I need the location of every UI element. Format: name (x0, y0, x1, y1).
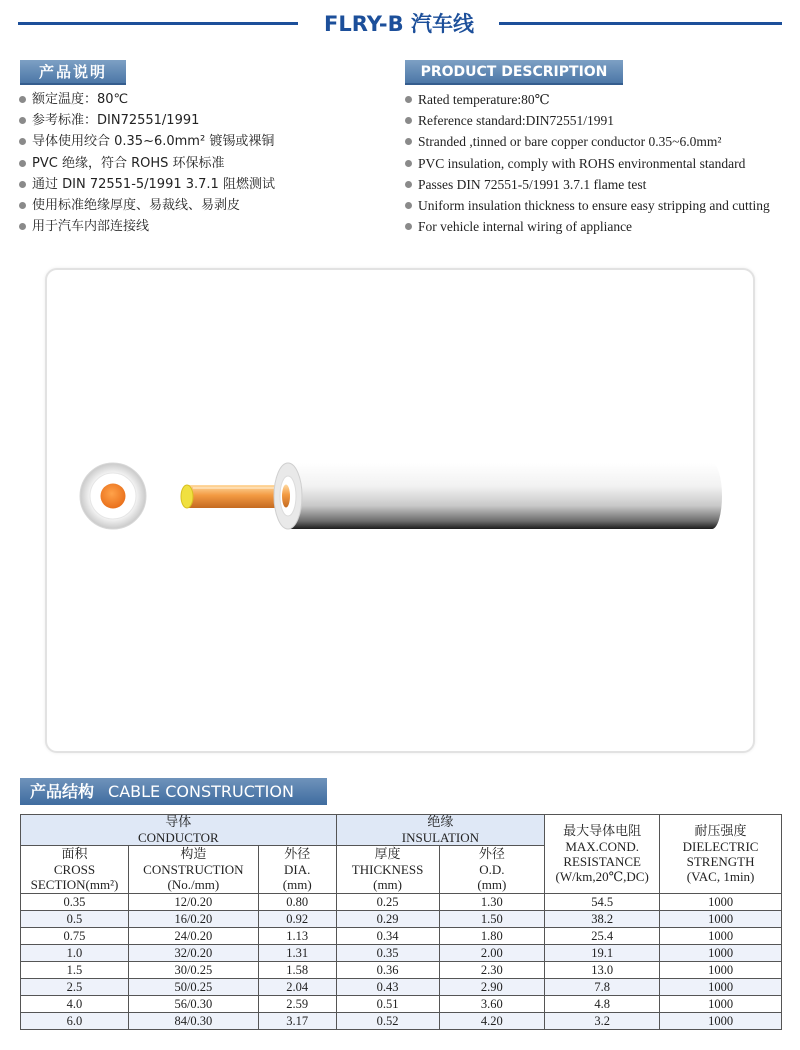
list-item: 额定温度：80℃ (18, 89, 275, 110)
table-cell: 0.80 (258, 894, 336, 911)
group-header-insulation: 绝缘 INSULATION (336, 815, 545, 846)
column-header-cross-section: 面积 CROSS SECTION(mm²) (21, 846, 129, 894)
table-cell: 12/0.20 (128, 894, 258, 911)
column-header-outer-diameter: 外径 O.D. (mm) (439, 846, 545, 894)
table-cell: 13.0 (545, 962, 660, 979)
list-item: 用于汽车内部连接线 (18, 216, 275, 237)
table-cell: 50/0.25 (128, 979, 258, 996)
table-cell: 0.36 (336, 962, 439, 979)
bullet-dot-icon (19, 138, 26, 145)
bullet-dot-icon (19, 202, 26, 209)
bullet-dot-icon (19, 181, 26, 188)
table-cell: 1.80 (439, 928, 545, 945)
table-cell: 2.30 (439, 962, 545, 979)
cable-jacket (274, 463, 722, 529)
table-cell: 4.8 (545, 996, 660, 1013)
table-cell: 3.2 (545, 1013, 660, 1030)
table-cell: 2.5 (21, 979, 129, 996)
bullet-dot-icon (19, 96, 26, 103)
table-cell: 0.35 (336, 945, 439, 962)
table-cell: 30/0.25 (128, 962, 258, 979)
page-title-bar (18, 8, 782, 36)
table-row (21, 928, 782, 945)
table-cell: 1000 (660, 979, 782, 996)
copper-conductor (181, 485, 287, 508)
table-cell: 1000 (660, 996, 782, 1013)
bullet-dot-icon (405, 202, 412, 209)
table-cell: 1.50 (439, 911, 545, 928)
table-cell: 1.30 (439, 894, 545, 911)
page-title: FLRY-B 汽车线 (324, 12, 474, 36)
table-cell: 2.90 (439, 979, 545, 996)
list-item: Reference standard:DIN72551/1991 (404, 110, 770, 131)
table-cell: 38.2 (545, 911, 660, 928)
table-cell: 1.5 (21, 962, 129, 979)
construction-header-cn: 产品结构 (30, 782, 95, 801)
table-cell: 2.04 (258, 979, 336, 996)
table-cell: 2.59 (258, 996, 336, 1013)
table-cell: 24/0.20 (128, 928, 258, 945)
bullet-dot-icon (405, 181, 412, 188)
table-row (21, 1013, 782, 1030)
column-header-construction: 构造 CONSTRUCTION (No./mm) (128, 846, 258, 894)
list-item: Stranded ,tinned or bare copper conductor 0.35~6.0mm² (404, 131, 770, 152)
bullet-dot-icon (19, 223, 26, 230)
cable-cross-section (80, 463, 146, 529)
table-cell: 54.5 (545, 894, 660, 911)
table-cell: 0.29 (336, 911, 439, 928)
cable-construction-table (20, 814, 782, 1030)
table-cell: 1.58 (258, 962, 336, 979)
table-cell: 56/0.30 (128, 996, 258, 1013)
bullet-dot-icon (405, 117, 412, 124)
table-cell: 1000 (660, 894, 782, 911)
table-cell: 19.1 (545, 945, 660, 962)
table-cell: 0.92 (258, 911, 336, 928)
list-item: PVC 绝缘，符合 ROHS 环保标准 (18, 153, 275, 174)
table-cell: 84/0.30 (128, 1013, 258, 1030)
title-rule-right (499, 22, 782, 25)
table-cell: 0.43 (336, 979, 439, 996)
table-cell: 0.5 (21, 911, 129, 928)
table-cell: 1000 (660, 962, 782, 979)
construction-header-en: CABLE CONSTRUCTION (108, 782, 294, 801)
cable-image-panel (45, 268, 755, 753)
table-cell: 6.0 (21, 1013, 129, 1030)
table-cell: 32/0.20 (128, 945, 258, 962)
title-rule-left (18, 22, 298, 25)
conductor-core (101, 484, 126, 509)
cable-illustration (47, 270, 753, 751)
table-cell: 1.0 (21, 945, 129, 962)
table-cell: 1000 (660, 945, 782, 962)
table-cell: 4.20 (439, 1013, 545, 1030)
table-cell: 1000 (660, 1013, 782, 1030)
column-header-thickness: 厚度 THICKNESS (mm) (336, 846, 439, 894)
description-list-en (404, 89, 770, 237)
list-item: 通过 DIN 72551-5/1991 3.7.1 阻燃测试 (18, 174, 275, 195)
group-header-conductor: 导体 CONDUCTOR (21, 815, 337, 846)
bullet-dot-icon (405, 160, 412, 167)
bullet-dot-icon (405, 223, 412, 230)
list-item: 参考标准：DIN72551/1991 (18, 110, 275, 131)
bullet-dot-icon (405, 138, 412, 145)
bullet-dot-icon (19, 160, 26, 167)
list-item: 使用标准绝缘厚度、易裁线、易剥皮 (18, 195, 275, 216)
column-header-resistance: 最大导体电阻 MAX.COND. RESISTANCE (W/km,20℃,DC) (545, 815, 660, 894)
table-cell: 0.52 (336, 1013, 439, 1030)
section-header-description-en: PRODUCT DESCRIPTION (405, 60, 623, 85)
table-cell: 1.13 (258, 928, 336, 945)
table-cell: 0.25 (336, 894, 439, 911)
table-cell: 0.35 (21, 894, 129, 911)
table-row (21, 996, 782, 1013)
table-row (21, 911, 782, 928)
table-cell: 1000 (660, 928, 782, 945)
table-row (21, 894, 782, 911)
table-row (21, 962, 782, 979)
table-cell: 4.0 (21, 996, 129, 1013)
table-cell: 16/0.20 (128, 911, 258, 928)
list-item: PVC insulation, comply with ROHS environmental standard (404, 153, 770, 174)
column-header-diameter: 外径 DIA. (mm) (258, 846, 336, 894)
bullet-dot-icon (405, 96, 412, 103)
section-header-construction (20, 778, 327, 805)
section-header-description-cn: 产品说明 (20, 60, 126, 85)
list-item: Uniform insulation thickness to ensure easy stripping and cutting (404, 195, 770, 216)
table-cell: 3.17 (258, 1013, 336, 1030)
column-header-dielectric: 耐压强度 DIELECTRIC STRENGTH (VAC, 1min) (660, 815, 782, 894)
list-item: For vehicle internal wiring of appliance (404, 216, 770, 237)
list-item: Rated temperature:80℃ (404, 89, 770, 110)
table-cell: 3.60 (439, 996, 545, 1013)
list-item: Passes DIN 72551-5/1991 3.7.1 flame test (404, 174, 770, 195)
table-row (21, 945, 782, 962)
table-cell: 25.4 (545, 928, 660, 945)
bullet-dot-icon (19, 117, 26, 124)
table-cell: 7.8 (545, 979, 660, 996)
table-cell: 0.34 (336, 928, 439, 945)
table-cell: 1.31 (258, 945, 336, 962)
table-row (21, 979, 782, 996)
table-cell: 2.00 (439, 945, 545, 962)
list-item: 导体使用绞合 0.35~6.0mm² 镀锡或裸铜 (18, 131, 275, 152)
table-cell: 0.51 (336, 996, 439, 1013)
table-cell: 1000 (660, 911, 782, 928)
table-cell: 0.75 (21, 928, 129, 945)
description-list-cn (18, 89, 275, 237)
